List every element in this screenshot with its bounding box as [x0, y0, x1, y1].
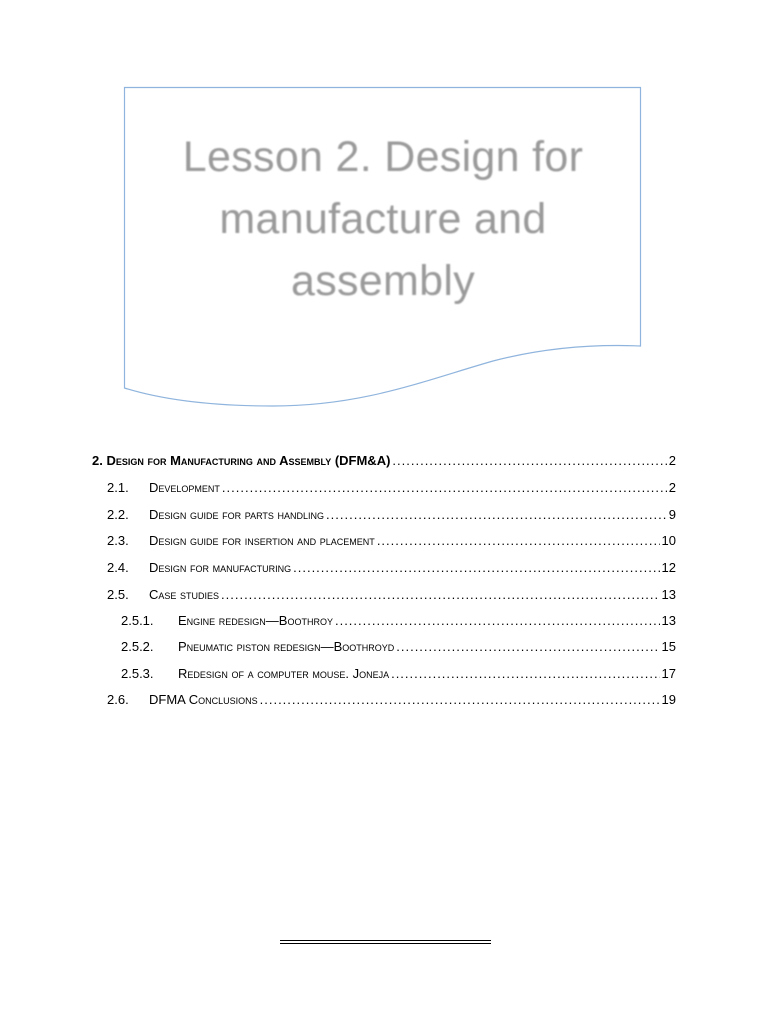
- toc-entry-title: Design guide for parts handling: [149, 507, 325, 522]
- toc-entry-number: 2.2.: [107, 507, 129, 522]
- toc-leader-dots: [326, 507, 667, 522]
- toc-entry-page: 17: [661, 666, 676, 681]
- toc-entry[interactable]: [107, 692, 676, 712]
- toc-leader-dots: [396, 639, 659, 654]
- toc-leader-dots: [392, 453, 666, 468]
- toc-entry-number: 2.4.: [107, 560, 129, 575]
- toc-entry-title: Engine redesign—Boothroy: [178, 613, 333, 628]
- toc-entry-page: 10: [661, 533, 676, 548]
- toc-entry-title: Design guide for insertion and placement: [149, 533, 375, 548]
- toc-leader-dots: [335, 613, 660, 628]
- toc-entry-number: 2.1.: [107, 480, 129, 495]
- toc-entry[interactable]: [92, 453, 676, 473]
- toc-entry-number: 2.5.: [107, 587, 129, 602]
- toc-entry[interactable]: [121, 639, 676, 659]
- footer-divider: [280, 940, 491, 941]
- toc-entry-title: 2. Design for Manufacturing and Assembly (DFM&A): [92, 453, 391, 468]
- toc-entry-number: 2.5.1.: [121, 613, 154, 628]
- toc-entry[interactable]: [107, 480, 676, 500]
- toc-leader-dots: [260, 692, 660, 707]
- toc-entry-page: 13: [661, 613, 676, 628]
- toc-entry-title: DFMA Conclusions: [149, 692, 258, 707]
- toc-leader-dots: [391, 666, 659, 681]
- toc-leader-dots: [222, 480, 667, 495]
- toc-entry[interactable]: [121, 613, 676, 633]
- toc-entry-page: 12: [661, 560, 676, 575]
- lesson-title-line-1: Lesson 2. Design for: [182, 133, 584, 181]
- toc-entry-title: Case studies: [149, 587, 220, 602]
- title-card: [123, 86, 643, 410]
- lesson-title: [123, 126, 643, 312]
- toc-entry-page: 2: [668, 480, 676, 495]
- toc-entry[interactable]: [107, 507, 676, 527]
- lesson-title-line-3: assembly: [290, 257, 476, 305]
- toc-entry[interactable]: [107, 533, 676, 553]
- toc-entry[interactable]: [107, 560, 676, 580]
- lesson-title-line-2: manufacture and: [219, 195, 547, 243]
- toc-entry-page: 2: [668, 453, 676, 468]
- toc-entry-title: Redesign of a computer mouse. Joneja: [178, 666, 390, 681]
- toc-entry-number: 2.5.2.: [121, 639, 154, 654]
- toc-leader-dots: [293, 560, 659, 575]
- toc-entry-title: Development: [149, 480, 220, 495]
- toc-entry[interactable]: [107, 587, 676, 607]
- toc-entry-number: 2.6.: [107, 692, 129, 707]
- toc-entry-page: 15: [661, 639, 676, 654]
- toc-entry[interactable]: [121, 666, 676, 686]
- toc-entry-number: 2.5.3.: [121, 666, 154, 681]
- toc-leader-dots: [377, 533, 660, 548]
- toc-entry-title: Pneumatic piston redesign—Boothroyd: [178, 639, 395, 654]
- toc-leader-dots: [221, 587, 660, 602]
- toc-entry-title: Design for manufacturing: [149, 560, 292, 575]
- toc-entry-page: 13: [661, 587, 676, 602]
- toc-entry-number: 2.3.: [107, 533, 129, 548]
- toc-entry-page: 19: [661, 692, 676, 707]
- toc-entry-page: 9: [668, 507, 676, 522]
